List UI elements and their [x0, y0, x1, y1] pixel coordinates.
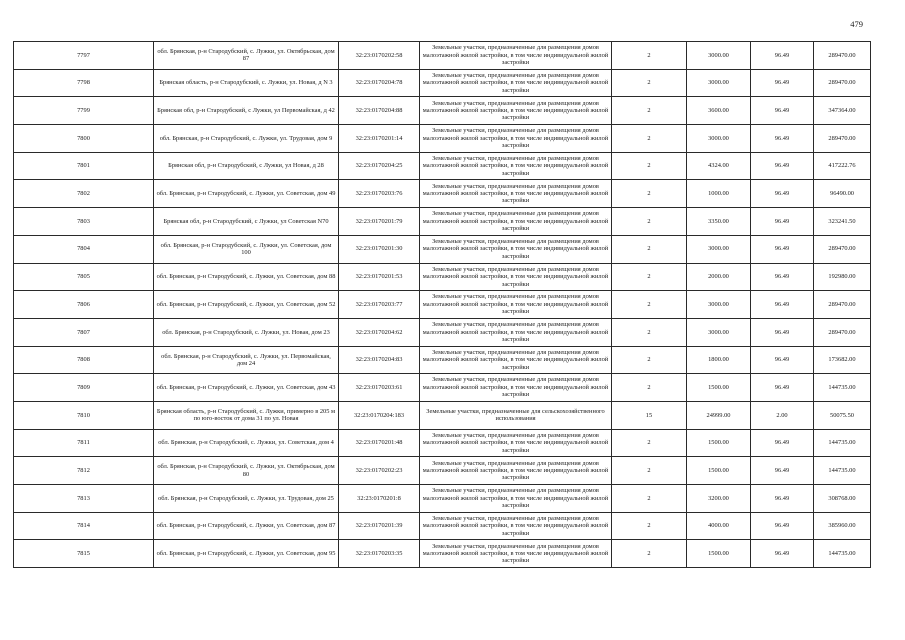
- row-land-use: Земельные участки, предназначенные для размещения домов малоэтажной жилой застройки, в том числе индивидуальной жилой застройки: [420, 125, 612, 153]
- row-number: 7799: [14, 97, 154, 125]
- row-address: обл. Брянская, р-н Стародубский, с. Лужки, ул. Трудовая, дом 9: [154, 125, 339, 153]
- table-row: [14, 152, 871, 180]
- row-land-use: Земельные участки, предназначенные для размещения домов малоэтажной жилой застройки, в том числе индивидуальной жилой застройки: [420, 512, 612, 540]
- table-row: [14, 69, 871, 97]
- row-number: 7810: [14, 401, 154, 429]
- row-address: обл. Брянская, р-н Стародубский, с. Лужки, ул. Советская, дом 100: [154, 235, 339, 263]
- row-group: 2: [612, 540, 687, 568]
- row-cadastral-value: 417222.76: [814, 152, 871, 180]
- row-cadastral-value: 50075.50: [814, 401, 871, 429]
- table-row: [14, 401, 871, 429]
- row-cadastral-value: 289470.00: [814, 125, 871, 153]
- row-address: Брянская обл, р-н Стародубский, с Лужки, ул Первомайская, д 42: [154, 97, 339, 125]
- row-number: 7801: [14, 152, 154, 180]
- row-address: обл. Брянская, р-н Стародубский, с. Лужки, ул. Советская, дом 95: [154, 540, 339, 568]
- row-unit-value: 96.49: [751, 152, 814, 180]
- row-group: 2: [612, 125, 687, 153]
- row-group: 2: [612, 429, 687, 457]
- table-row: [14, 180, 871, 208]
- row-cadastral-number: 32:23:0170201:30: [339, 235, 420, 263]
- row-land-use: Земельные участки, предназначенные для размещения домов малоэтажной жилой застройки, в том числе индивидуальной жилой застройки: [420, 235, 612, 263]
- row-area: 1500.00: [687, 540, 751, 568]
- row-group: 2: [612, 457, 687, 485]
- row-cadastral-number: 32:23:0170204:78: [339, 69, 420, 97]
- row-unit-value: 96.49: [751, 374, 814, 402]
- row-group: 2: [612, 318, 687, 346]
- row-number: 7800: [14, 125, 154, 153]
- row-cadastral-value: 144735.00: [814, 374, 871, 402]
- row-unit-value: 96.49: [751, 512, 814, 540]
- row-number: 7815: [14, 540, 154, 568]
- row-group: 2: [612, 97, 687, 125]
- row-group: 2: [612, 152, 687, 180]
- row-cadastral-number: 32:23:0170202:58: [339, 42, 420, 70]
- table-row: [14, 346, 871, 374]
- table-row: [14, 42, 871, 70]
- row-area: 2000.00: [687, 263, 751, 291]
- row-address: обл. Брянская, р-н Стародубский, с. Лужки, ул. Советская, дом 52: [154, 291, 339, 319]
- row-cadastral-number: 32:23:0170201:48: [339, 429, 420, 457]
- row-area: 24999.00: [687, 401, 751, 429]
- row-cadastral-number: 32:23:0170204:25: [339, 152, 420, 180]
- row-address: обл. Брянская, р-н Стародубский, с. Лужки, ул. Советская, дом 4: [154, 429, 339, 457]
- row-land-use: Земельные участки, предназначенные для размещения домов малоэтажной жилой застройки, в том числе индивидуальной жилой застройки: [420, 540, 612, 568]
- row-address: Брянская область, р-н Стародубский, с. Лужки, примерно в 205 м по юго-восток от дома 31 по ул. Новая: [154, 401, 339, 429]
- row-unit-value: 96.49: [751, 291, 814, 319]
- row-area: 3000.00: [687, 235, 751, 263]
- row-land-use: Земельные участки, предназначенные для размещения домов малоэтажной жилой застройки, в том числе индивидуальной жилой застройки: [420, 291, 612, 319]
- table-row: [14, 512, 871, 540]
- row-group: 2: [612, 263, 687, 291]
- row-number: 7806: [14, 291, 154, 319]
- row-land-use: Земельные участки, предназначенные для размещения домов малоэтажной жилой застройки, в том числе индивидуальной жилой застройки: [420, 485, 612, 513]
- row-unit-value: 96.49: [751, 208, 814, 236]
- row-area: 1000.00: [687, 180, 751, 208]
- row-unit-value: 96.49: [751, 125, 814, 153]
- row-cadastral-number: 32:23:0170202:23: [339, 457, 420, 485]
- row-area: 1500.00: [687, 374, 751, 402]
- row-cadastral-number: 32:23:0170201:53: [339, 263, 420, 291]
- row-cadastral-number: 32:23:0170203:77: [339, 291, 420, 319]
- row-address: обл. Брянская, р-н Стародубский, с. Лужки, ул. Новая, дом 23: [154, 318, 339, 346]
- row-address: обл. Брянская, р-н Стародубский, с. Лужки, ул. Советская, дом 43: [154, 374, 339, 402]
- row-area: 1800.00: [687, 346, 751, 374]
- table-row: [14, 318, 871, 346]
- table-row: [14, 97, 871, 125]
- row-cadastral-value: 289470.00: [814, 235, 871, 263]
- table-row: [14, 291, 871, 319]
- table-row: [14, 263, 871, 291]
- row-unit-value: 96.49: [751, 69, 814, 97]
- row-area: 3200.00: [687, 485, 751, 513]
- row-cadastral-number: 32:23:0170203:76: [339, 180, 420, 208]
- row-cadastral-value: 289470.00: [814, 291, 871, 319]
- row-land-use: Земельные участки, предназначенные для размещения домов малоэтажной жилой застройки, в том числе индивидуальной жилой застройки: [420, 180, 612, 208]
- row-land-use: Земельные участки, предназначенные для размещения домов малоэтажной жилой застройки, в том числе индивидуальной жилой застройки: [420, 374, 612, 402]
- row-area: 1500.00: [687, 429, 751, 457]
- row-cadastral-number: 32:23:0170201:14: [339, 125, 420, 153]
- row-cadastral-value: 96490.00: [814, 180, 871, 208]
- page-number: 479: [850, 19, 863, 29]
- table-row: [14, 457, 871, 485]
- row-number: 7812: [14, 457, 154, 485]
- row-address: обл. Брянская, р-н Стародубский, с. Лужки, ул. Октябрьская, дом 87: [154, 42, 339, 70]
- row-number: 7805: [14, 263, 154, 291]
- row-cadastral-value: 323241.50: [814, 208, 871, 236]
- row-area: 3000.00: [687, 318, 751, 346]
- land-registry-table: [13, 41, 871, 568]
- row-address: обл. Брянская, р-н Стародубский, с. Лужки, ул. Советская, дом 87: [154, 512, 339, 540]
- row-area: 3350.00: [687, 208, 751, 236]
- row-cadastral-value: 192980.00: [814, 263, 871, 291]
- row-address: обл. Брянская, р-н Стародубский, с. Лужки, ул. Первомайская, дом 24: [154, 346, 339, 374]
- row-cadastral-number: 32:23:0170201:79: [339, 208, 420, 236]
- row-cadastral-value: 144735.00: [814, 457, 871, 485]
- row-unit-value: 96.49: [751, 540, 814, 568]
- row-cadastral-value: 308768.00: [814, 485, 871, 513]
- table-row: [14, 208, 871, 236]
- row-unit-value: 96.49: [751, 180, 814, 208]
- row-group: 2: [612, 235, 687, 263]
- row-cadastral-value: 289470.00: [814, 69, 871, 97]
- row-area: 3000.00: [687, 291, 751, 319]
- row-area: 4324.00: [687, 152, 751, 180]
- row-land-use: Земельные участки, предназначенные для сельскохозяйственного использования: [420, 401, 612, 429]
- row-group: 2: [612, 42, 687, 70]
- row-cadastral-number: 32:23:0170204:62: [339, 318, 420, 346]
- row-land-use: Земельные участки, предназначенные для размещения домов малоэтажной жилой застройки, в том числе индивидуальной жилой застройки: [420, 346, 612, 374]
- row-group: 2: [612, 346, 687, 374]
- row-cadastral-value: 289470.00: [814, 42, 871, 70]
- row-land-use: Земельные участки, предназначенные для размещения домов малоэтажной жилой застройки, в том числе индивидуальной жилой застройки: [420, 69, 612, 97]
- row-unit-value: 96.49: [751, 346, 814, 374]
- row-number: 7809: [14, 374, 154, 402]
- row-cadastral-number: 32:23:0170203:35: [339, 540, 420, 568]
- row-unit-value: 96.49: [751, 457, 814, 485]
- row-number: 7802: [14, 180, 154, 208]
- row-land-use: Земельные участки, предназначенные для размещения домов малоэтажной жилой застройки, в том числе индивидуальной жилой застройки: [420, 457, 612, 485]
- row-unit-value: 96.49: [751, 318, 814, 346]
- row-cadastral-number: 32:23:0170204:88: [339, 97, 420, 125]
- row-address: Брянская обл, р-н Стародубский, с Лужки, ул Советская N70: [154, 208, 339, 236]
- row-unit-value: 2.00: [751, 401, 814, 429]
- row-area: 3000.00: [687, 69, 751, 97]
- row-group: 15: [612, 401, 687, 429]
- row-area: 3000.00: [687, 42, 751, 70]
- row-unit-value: 96.49: [751, 97, 814, 125]
- row-number: 7807: [14, 318, 154, 346]
- row-number: 7798: [14, 69, 154, 97]
- row-cadastral-value: 347364.00: [814, 97, 871, 125]
- row-cadastral-number: 32:23:0170203:61: [339, 374, 420, 402]
- row-address: обл. Брянская, р-н Стародубский, с. Лужки, ул. Советская, дом 49: [154, 180, 339, 208]
- row-unit-value: 96.49: [751, 485, 814, 513]
- table-row: [14, 125, 871, 153]
- row-address: Брянская обл, р-н Стародубский, с Лужки, ул Новая, д 28: [154, 152, 339, 180]
- row-cadastral-number: 32:23:0170204:183: [339, 401, 420, 429]
- row-unit-value: 96.49: [751, 42, 814, 70]
- row-address: Брянская область, р-н Стародубский, с. Лужки, ул. Новая, д N 3: [154, 69, 339, 97]
- row-group: 2: [612, 374, 687, 402]
- row-area: 4000.00: [687, 512, 751, 540]
- row-land-use: Земельные участки, предназначенные для размещения домов малоэтажной жилой застройки, в том числе индивидуальной жилой застройки: [420, 429, 612, 457]
- row-cadastral-number: 32:23:0170201:8: [339, 485, 420, 513]
- row-land-use: Земельные участки, предназначенные для размещения домов малоэтажной жилой застройки, в том числе индивидуальной жилой застройки: [420, 152, 612, 180]
- row-group: 2: [612, 512, 687, 540]
- row-unit-value: 96.49: [751, 429, 814, 457]
- row-group: 2: [612, 208, 687, 236]
- row-cadastral-value: 144735.00: [814, 429, 871, 457]
- row-land-use: Земельные участки, предназначенные для размещения домов малоэтажной жилой застройки, в том числе индивидуальной жилой застройки: [420, 208, 612, 236]
- row-land-use: Земельные участки, предназначенные для размещения домов малоэтажной жилой застройки, в том числе индивидуальной жилой застройки: [420, 42, 612, 70]
- row-land-use: Земельные участки, предназначенные для размещения домов малоэтажной жилой застройки, в том числе индивидуальной жилой застройки: [420, 97, 612, 125]
- row-group: 2: [612, 69, 687, 97]
- row-area: 1500.00: [687, 457, 751, 485]
- row-group: 2: [612, 291, 687, 319]
- row-number: 7811: [14, 429, 154, 457]
- table-row: [14, 540, 871, 568]
- table-row: [14, 374, 871, 402]
- row-land-use: Земельные участки, предназначенные для размещения домов малоэтажной жилой застройки, в том числе индивидуальной жилой застройки: [420, 263, 612, 291]
- row-cadastral-number: 32:23:0170201:39: [339, 512, 420, 540]
- row-number: 7803: [14, 208, 154, 236]
- row-cadastral-number: 32:23:0170204:83: [339, 346, 420, 374]
- row-group: 2: [612, 485, 687, 513]
- row-number: 7814: [14, 512, 154, 540]
- table-row: [14, 429, 871, 457]
- row-number: 7813: [14, 485, 154, 513]
- row-address: обл. Брянская, р-н Стародубский, с. Лужки, ул. Октябрьская, дом 80: [154, 457, 339, 485]
- table-row: [14, 235, 871, 263]
- row-number: 7808: [14, 346, 154, 374]
- row-cadastral-value: 144735.00: [814, 540, 871, 568]
- row-unit-value: 96.49: [751, 263, 814, 291]
- row-address: обл. Брянская, р-н Стародубский, с. Лужки, ул. Трудовая, дом 25: [154, 485, 339, 513]
- row-land-use: Земельные участки, предназначенные для размещения домов малоэтажной жилой застройки, в том числе индивидуальной жилой застройки: [420, 318, 612, 346]
- row-address: обл. Брянская, р-н Стародубский, с. Лужки, ул. Советская, дом 88: [154, 263, 339, 291]
- row-number: 7804: [14, 235, 154, 263]
- row-area: 3600.00: [687, 97, 751, 125]
- row-cadastral-value: 385960.00: [814, 512, 871, 540]
- row-area: 3000.00: [687, 125, 751, 153]
- row-cadastral-value: 289470.00: [814, 318, 871, 346]
- table-row: [14, 485, 871, 513]
- row-cadastral-value: 173682.00: [814, 346, 871, 374]
- row-unit-value: 96.49: [751, 235, 814, 263]
- row-number: 7797: [14, 42, 154, 70]
- row-group: 2: [612, 180, 687, 208]
